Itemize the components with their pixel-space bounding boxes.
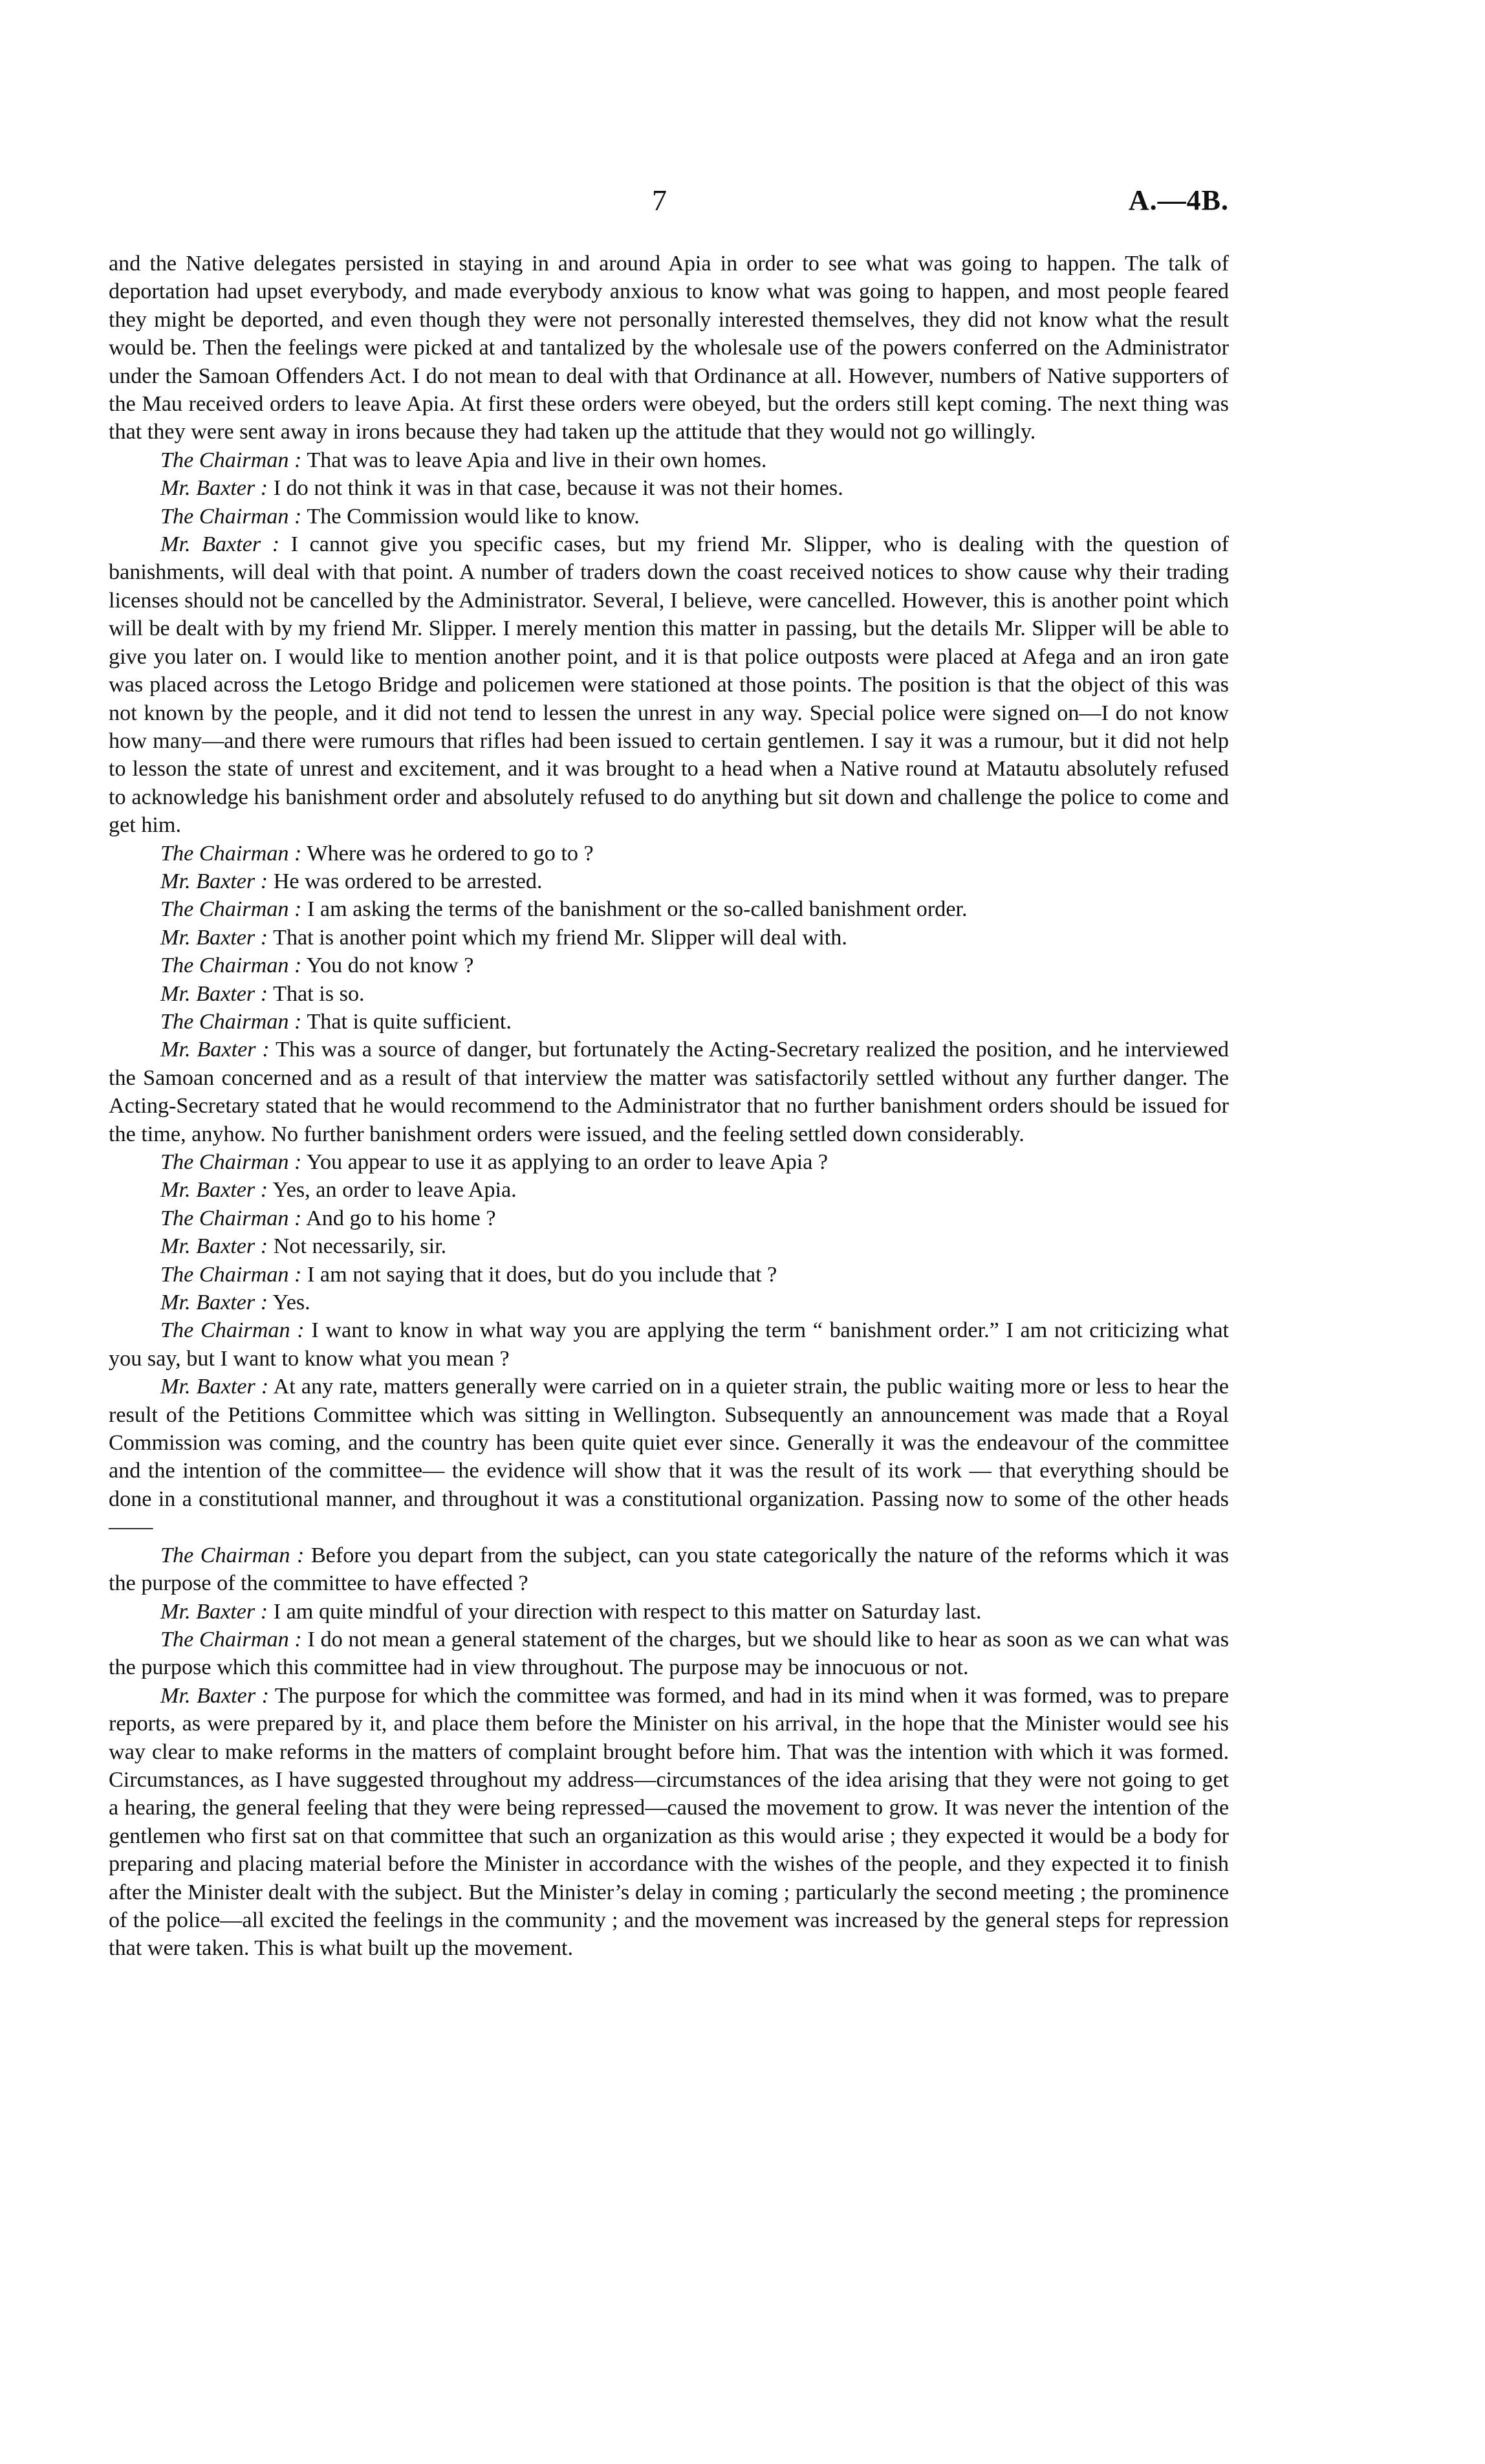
paragraph-text: That is another point which my friend Mr. Slipper will deal with. xyxy=(273,925,847,950)
paragraph xyxy=(109,1036,1229,1148)
paragraph xyxy=(109,1542,1229,1598)
page-header xyxy=(0,182,1485,221)
paragraph xyxy=(109,530,1229,839)
paragraph xyxy=(109,1148,1229,1176)
paragraph-text: This was a source of danger, but fortunately the Acting-Secretary realized the position, and he interviewed the Samoan concerned and as a result of that interview the matter was satisfactorily settled without any further danger. The Acting-Secretary stated that he would recommend to the Administrator that no further banishment orders should be issued for the time, anyhow. No further banishment orders were issued, and the feeling settled down considerably. xyxy=(109,1038,1229,1146)
paragraph-text: I am asking the terms of the banishment or the so-called banishment order. xyxy=(307,897,968,922)
paragraph xyxy=(109,474,1229,502)
speaker-label: The Chairman : xyxy=(160,504,302,529)
paragraph-text: Yes, an order to leave Apia. xyxy=(272,1178,517,1203)
paragraph-text: The Commission would like to know. xyxy=(307,504,640,529)
paragraph xyxy=(109,924,1229,952)
speaker-label: The Chairman : xyxy=(160,1009,302,1034)
paragraph-text: I am quite mindful of your direction with respect to this matter on Saturday last. xyxy=(273,1599,982,1624)
paragraph-text: Where was he ordered to go to ? xyxy=(307,841,594,866)
paragraph-text: That is so. xyxy=(273,981,365,1006)
paragraph xyxy=(109,1598,1229,1626)
paragraph-text: That is quite sufficient. xyxy=(307,1009,512,1034)
paragraph xyxy=(109,503,1229,530)
speaker-label: Mr. Baxter : xyxy=(160,925,268,950)
paragraph-text: You do not know ? xyxy=(306,954,474,978)
paragraph-text: I am not saying that it does, but do you include that ? xyxy=(307,1262,777,1287)
speaker-label: Mr. Baxter : xyxy=(160,1178,268,1203)
paragraph-text: and the Native delegates persisted in staying in and around Apia in order to see what was going to happen. The talk of deportation had upset everybody, and made everybody anxious to know what was going to happen, and most people feared they might be deported, and even though they were not personally interested themselves, they did not know what the result would be. Then the feelings were picked at and tantalized by the wholesale use of the powers conferred on the Administrator under the Samoan Offenders Act. I do not mean to deal with that Ordinance at all. However, numbers of Native supporters of the Mau received orders to leave Apia. At first these orders were obeyed, but the orders still kept coming. The next thing was that they were sent away in irons because they had taken up the attitude that they would not go willingly. xyxy=(109,252,1229,444)
paragraph xyxy=(109,840,1229,867)
paragraph-text: That was to leave Apia and live in their own homes. xyxy=(307,448,767,472)
paragraph-text: The purpose for which the committee was formed, and had in its mind when it was formed, was to prepare reports, as were prepared by it, and place them before the Minister on his arrival, in the hope that the Minister would see his way clear to make reforms in the matters of complaint brought before him. That was the intention with which it was formed. Circumstances, as I have suggested throughout my address—circumstances of the idea arising that they were not going to get a hearing, the general feeling that they were being repressed—caused the movement to grow. It was never the intention of the gentlemen who first sat on that committee that such an organization as this would arise ; they expected it would be a body for preparing and placing material before the Minister in accordance with the wishes of the people, and they expected it to finish after the Minister dealt with the subject. But the Minister’s delay in coming ; particularly the second meeting ; the prominence of the police—all excited the feelings in the community ; and the movement was increased by the general steps for repression that were taken. This is what built up the movement. xyxy=(109,1683,1230,1961)
paragraph-text: Before you depart from the subject, can you state categorically the nature of the reforms which it was the purpose of the committee to have effected ? xyxy=(109,1543,1229,1596)
paragraph xyxy=(109,1626,1229,1682)
speaker-label: Mr. Baxter : xyxy=(160,1038,270,1062)
paragraph-text: Not necessarily, sir. xyxy=(273,1234,447,1259)
paragraph xyxy=(109,952,1229,979)
paragraph xyxy=(109,446,1229,474)
paragraph-text: Yes. xyxy=(272,1291,310,1315)
document-reference: A.—4B. xyxy=(1128,184,1229,216)
speaker-label: The Chairman : xyxy=(160,448,302,472)
paragraph xyxy=(109,1316,1229,1373)
paragraph xyxy=(109,1232,1229,1260)
paragraph-text: You appear to use it as applying to an order to leave Apia ? xyxy=(306,1150,829,1174)
transcript-body xyxy=(109,250,1229,1963)
speaker-label: Mr. Baxter : xyxy=(160,1375,269,1399)
paragraph-text: He was ordered to be arrested. xyxy=(273,869,543,893)
paragraph xyxy=(109,1261,1229,1289)
speaker-label: The Chairman : xyxy=(160,897,302,922)
speaker-label: Mr. Baxter : xyxy=(160,476,268,501)
paragraph xyxy=(109,867,1229,895)
speaker-label: The Chairman : xyxy=(160,1627,302,1652)
speaker-label: Mr. Baxter : xyxy=(160,1291,268,1315)
paragraph xyxy=(109,1373,1229,1541)
paragraph xyxy=(109,980,1229,1008)
speaker-label: Mr. Baxter : xyxy=(160,869,268,893)
paragraph xyxy=(109,1176,1229,1204)
paragraph xyxy=(109,1008,1229,1036)
paragraph xyxy=(109,895,1229,923)
speaker-label: Mr. Baxter : xyxy=(160,1683,270,1708)
paragraph-text: At any rate, matters generally were carried on in a quieter strain, the public waiting more or less to hear the result of the Petitions Committee which was sitting in Wellington. Subsequently an announcement was made that a Royal Commission was coming, and the country has been quite quiet ever since. Generally it was the endeavour of the committee and the intention of the committee— the evidence will show that it was the result of its work — that everything should be done in a constitutional manner, and throughout it was a constitutional organization. Passing now to some of the other heads—— xyxy=(109,1375,1229,1540)
speaker-label: The Chairman : xyxy=(160,1206,302,1230)
paragraph xyxy=(109,1682,1229,1963)
paragraph-text: And go to his home ? xyxy=(306,1206,496,1230)
speaker-label: Mr. Baxter : xyxy=(160,981,268,1006)
speaker-label: The Chairman : xyxy=(160,1318,305,1343)
speaker-label: Mr. Baxter : xyxy=(160,1599,268,1624)
speaker-label: The Chairman : xyxy=(160,1262,302,1287)
paragraph-text: I do not mean a general statement of the charges, but we should like to hear as soon as we can what was the purpose which this committee had in view throughout. The purpose may be innocuous or not. xyxy=(109,1627,1230,1680)
speaker-label: Mr. Baxter : xyxy=(160,532,280,557)
speaker-label: The Chairman : xyxy=(160,1543,305,1567)
speaker-label: The Chairman : xyxy=(160,954,302,978)
page-number: 7 xyxy=(652,184,667,217)
paragraph-text: I want to know in what way you are applying the term “ banishment order.” I am not criticizing what you say, but I want to know what you mean ? xyxy=(109,1318,1230,1371)
paragraph xyxy=(109,1205,1229,1232)
paragraph xyxy=(109,250,1229,446)
paragraph-text: I do not think it was in that case, because it was not their homes. xyxy=(273,476,843,501)
paragraph xyxy=(109,1289,1229,1316)
speaker-label: Mr. Baxter : xyxy=(160,1234,268,1259)
speaker-label: The Chairman : xyxy=(160,1150,302,1174)
paragraph-text: I cannot give you specific cases, but my friend Mr. Slipper, who is dealing with the question of banishments, will deal with that point. A number of traders down the coast received notices to show cause why their trading licenses should not be cancelled by the Administrator. Several, I believe, were cancelled. However, this is another point which will be dealt with by my friend Mr. Slipper. I merely mention this matter in passing, but the details Mr. Slipper will be able to give you later on. I would like to mention another point, and it is that police outposts were placed at Afega and an iron gate was placed across the Letogo Bridge and policemen were stationed at those points. The position is that the object of this was not known by the people, and it did not tend to lessen the unrest in any way. Special police were signed on—I do not know how many—and there were rumours that rifles had been issued to certain gentlemen. I say it was a rumour, but it did not help to lesson the state of unrest and excitement, and it was brought to a head when a Native round at Matautu absolutely refused to acknowledge his banishment order and absolutely refused to do anything but sit down and challenge the police to come and get him. xyxy=(109,532,1229,838)
speaker-label: The Chairman : xyxy=(160,841,302,866)
